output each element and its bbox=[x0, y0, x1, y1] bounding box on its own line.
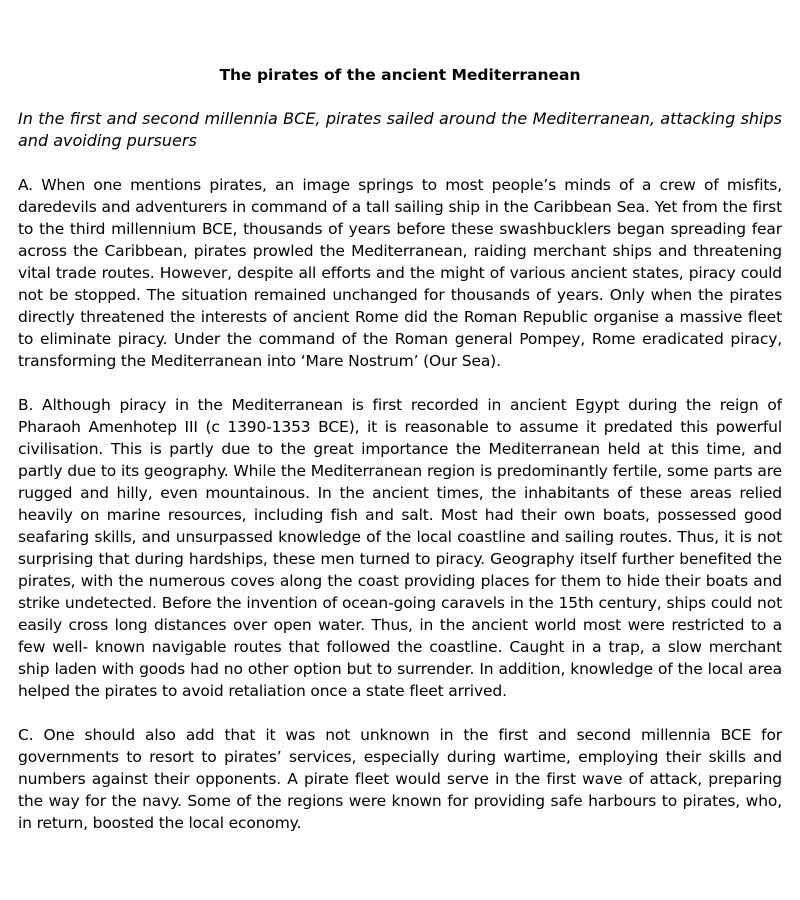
paragraph-b: B. Although piracy in the Mediterranean is first recorded in ancient Egypt during the reign of Pharaoh Amenhotep III (c 1390-1353 BCE), it is reasonable to assume it predated this powerful civilisation. This is partly due to the great importance the Mediterranean held at this time, and partly due to its geography. While the Mediterranean region is predominantly fertile, some parts are rugged and hilly, even mountainous. In the ancient times, the inhabitants of these areas relied heavily on marine resources, including fish and salt. Most had their own boats, possessed good seafaring skills, and unsurpassed knowledge of the local coastline and sailing routes. Thus, it is not surprising that during hardships, these men turned to piracy. Geography itself further benefited the pirates, with the numerous coves along the coast providing places for them to hide their boats and strike undetected. Before the invention of ocean-going caravels in the 15th century, ships could not easily cross long distances over open water. Thus, in the ancient world most were restricted to a few well- known navigable routes that followed the coastline. Caught in a trap, a slow merchant ship laden with goods had no other option but to surrender. In addition, knowledge of the local area helped the pirates to avoid retaliation once a state fleet arrived. bbox=[18, 396, 782, 700]
document-page bbox=[18, 64, 782, 834]
document-title: The pirates of the ancient Mediterranean bbox=[219, 66, 581, 84]
paragraph-a: A. When one mentions pirates, an image springs to most people’s minds of a crew of misfits, daredevils and adventurers in command of a tall sailing ship in the Caribbean Sea. Yet from the first to the third millennium BCE, thousands of years before these swashbucklers began spreading fear across the Caribbean, pirates prowled the Mediterranean, raiding merchant ships and threatening vital trade routes. However, despite all efforts and the might of various ancient states, piracy could not be stopped. The situation remained unchanged for thousands of years. Only when the pirates directly threatened the interests of ancient Rome did the Roman Republic organise a massive fleet to eliminate piracy. Under the command of the Roman general Pompey, Rome eradicated piracy, transforming the Mediterranean into ‘Mare Nostrum’ (Our Sea). bbox=[18, 176, 782, 370]
paragraph-c: C. One should also add that it was not unknown in the first and second millennia BCE for governments to resort to pirates’ services, especially during wartime, employing their skills and numbers against their opponents. A pirate fleet would serve in the first wave of attack, preparing the way for the navy. Some of the regions were known for providing safe harbours to pirates, who, in return, boosted the local economy. bbox=[18, 726, 782, 832]
document-subtitle: In the first and second millennia BCE, pirates sailed around the Mediterranean, attacking ships and avoiding pursuers bbox=[18, 109, 782, 150]
